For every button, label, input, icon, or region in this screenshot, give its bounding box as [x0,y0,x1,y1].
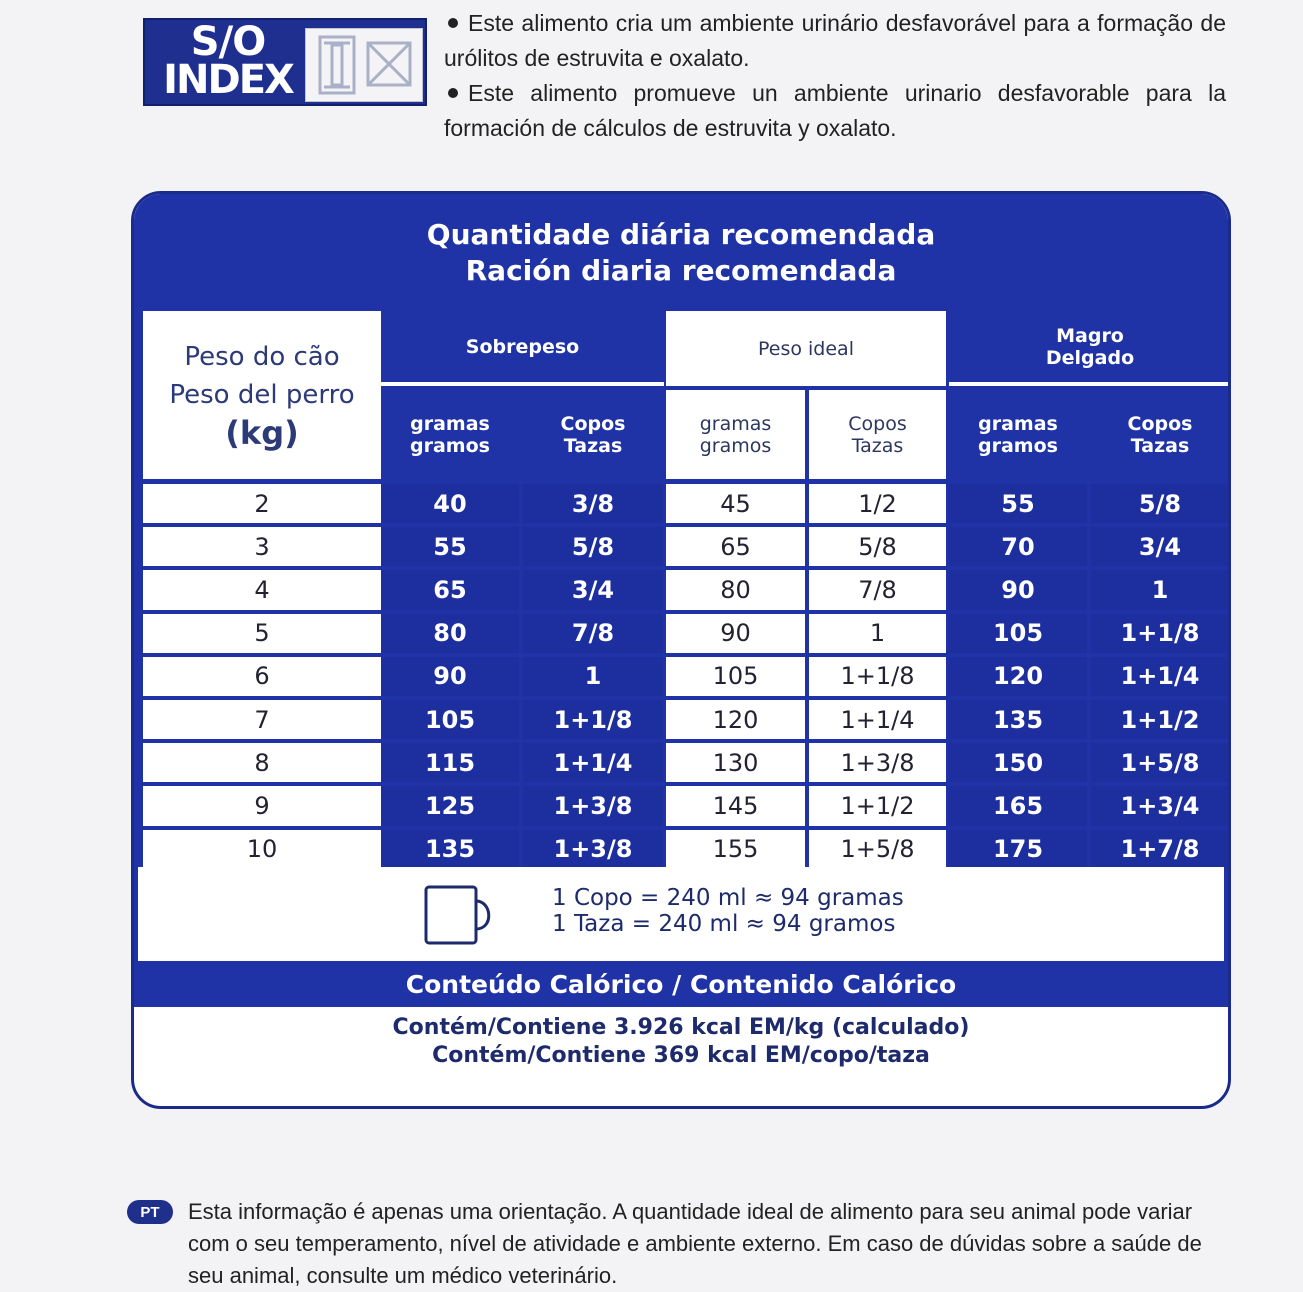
sub-text: Tazas [563,434,623,457]
crystal-icon [305,28,423,102]
cell-magro-grams: 135 [949,700,1087,739]
cell-ideal-grams: 130 [666,743,805,782]
cell-sobrepeso-cups: 5/8 [523,527,663,566]
intro-es: Este alimento promueve un ambiente urinario desfavorable para la formación de cálculos de estruvita y oxalato. [444,80,1226,141]
cell-ideal-cups: 1+1/4 [809,700,946,739]
cell-sobrepeso-grams: 105 [381,700,519,739]
bullet-icon [448,18,458,28]
cell-magro-grams: 90 [949,570,1087,609]
group-peso-ideal [666,311,946,386]
cup-line-es: 1 Taza = 240 ml ≈ 94 gramos [552,911,896,937]
sub-text: gramas [978,412,1058,435]
cell-magro-cups: 1+3/4 [1091,786,1229,825]
group-magro [949,311,1231,386]
cell-ideal-cups: 1+3/8 [809,743,946,782]
cell-weight: 8 [143,743,381,782]
cell-ideal-grams: 90 [666,614,805,653]
cell-magro-grams: 55 [949,484,1087,523]
cell-sobrepeso-cups: 1+1/4 [523,743,663,782]
mug-icon [422,883,498,947]
cell-magro-cups: 1+1/2 [1091,700,1229,739]
cell-magro-cups: 1+1/4 [1091,657,1229,696]
cell-magro-grams: 120 [949,657,1087,696]
cell-sobrepeso-grams: 65 [381,570,519,609]
cell-magro-cups: 1 [1091,570,1229,609]
cell-ideal-cups: 7/8 [809,570,946,609]
cell-sobrepeso-cups: 1+3/8 [523,830,663,869]
cell-sobrepeso-cups: 1+3/8 [523,786,663,825]
cell-magro-cups: 3/4 [1091,527,1229,566]
bullet-icon [448,88,458,98]
cell-magro-cups: 1+1/8 [1091,614,1229,653]
sub-text: Tazas [851,434,904,457]
intro-pt: Este alimento cria um ambiente urinário desfavorável para a formação de urólitos de estruvita e oxalato. [444,10,1226,71]
cell-magro-cups: 5/8 [1091,484,1229,523]
group-peso-ideal-label: Peso ideal [758,337,854,360]
weight-header [143,311,381,479]
cell-ideal-cups: 1 [809,614,946,653]
cell-ideal-grams: 45 [666,484,805,523]
cell-sobrepeso-grams: 40 [381,484,519,523]
cell-weight: 10 [143,830,381,869]
sub-text: gramos [410,434,490,457]
sub-text: gramas [410,412,490,435]
cell-weight: 3 [143,527,381,566]
pt-badge: PT [127,1200,173,1224]
weight-header-unit: (kg) [225,414,299,452]
cell-ideal-cups: 1/2 [809,484,946,523]
so-index-logo [143,18,427,106]
cell-sobrepeso-grams: 115 [381,743,519,782]
cell-sobrepeso-cups: 1+1/8 [523,700,663,739]
caloric-title: Conteúdo Calórico / Contenido Calórico [405,969,957,999]
table-title-es: Ración diaria recomendada [465,254,897,287]
so-text-line1: S/O [190,19,266,65]
group-magro-label: Magro [1056,324,1124,347]
cell-sobrepeso-grams: 135 [381,830,519,869]
feeding-panel [131,191,1231,1109]
table-title-pt: Quantidade diária recomendada [426,218,936,251]
cell-magro-grams: 165 [949,786,1087,825]
sub-text: Copos [848,412,907,435]
caloric-line-kg: Contém/Contiene 3.926 kcal EM/kg (calculado) [392,1015,970,1040]
cell-sobrepeso-cups: 7/8 [523,614,663,653]
sub-text: Copos [1127,412,1193,435]
subheader-magro-grams [949,390,1087,479]
cell-sobrepeso-grams: 80 [381,614,519,653]
cell-ideal-grams: 65 [666,527,805,566]
subheader-sobrepeso-grams [381,390,519,479]
caloric-line-cup: Contém/Contiene 369 kcal EM/copo/taza [432,1043,930,1068]
subheader-sobrepeso-cups [523,390,663,479]
cup-text [552,885,904,937]
cell-magro-cups: 1+5/8 [1091,743,1229,782]
cell-ideal-cups: 1+1/2 [809,786,946,825]
cell-ideal-grams: 155 [666,830,805,869]
cell-ideal-grams: 105 [666,657,805,696]
intro-text [444,6,1226,146]
sub-text: gramos [699,434,772,457]
group-sobrepeso-label: Sobrepeso [465,335,580,358]
subheader-magro-cups [1091,390,1229,479]
cell-weight: 6 [143,657,381,696]
cell-magro-cups: 1+7/8 [1091,830,1229,869]
subheader-ideal-cups [809,390,946,479]
so-text-line2: INDEX [163,57,293,103]
cup-line-pt: 1 Copo = 240 ml ≈ 94 gramas [552,885,904,911]
footer-note: Esta informação é apenas uma orientação. A quantidade ideal de alimento para seu animal pode variar com o seu temperamento, nível de atividade e ambiente externo. Em caso de dúvidas sobre a saúde de seu animal, consulte um médico veterinário. [188,1199,1202,1288]
cell-ideal-cups: 5/8 [809,527,946,566]
cell-weight: 9 [143,786,381,825]
cell-sobrepeso-grams: 55 [381,527,519,566]
cell-weight: 7 [143,700,381,739]
cell-sobrepeso-cups: 3/4 [523,570,663,609]
cell-weight: 5 [143,614,381,653]
cell-weight: 4 [143,570,381,609]
cell-ideal-grams: 80 [666,570,805,609]
group-sobrepeso [381,311,664,386]
cell-ideal-cups: 1+1/8 [809,657,946,696]
cell-magro-grams: 150 [949,743,1087,782]
sub-text: Copos [560,412,626,435]
subheader-ideal-grams [666,390,805,479]
weight-header-pt: Peso do cão [184,342,340,372]
sub-text: Tazas [1130,434,1190,457]
cell-sobrepeso-cups: 3/8 [523,484,663,523]
cell-ideal-cups: 1+5/8 [809,830,946,869]
sub-text: gramas [699,412,772,435]
cell-sobrepeso-grams: 90 [381,657,519,696]
caloric-content [134,1014,1228,1070]
cell-ideal-grams: 120 [666,700,805,739]
so-index-text [153,19,303,103]
sub-text: gramos [978,434,1058,457]
weight-header-es: Peso del perro [169,380,355,410]
cell-sobrepeso-grams: 125 [381,786,519,825]
cell-magro-grams: 105 [949,614,1087,653]
group-delgado-label: Delgado [1045,346,1135,369]
cell-magro-grams: 70 [949,527,1087,566]
cell-magro-grams: 175 [949,830,1087,869]
cell-weight: 2 [143,484,381,523]
cup-info [138,867,1224,961]
cell-sobrepeso-cups: 1 [523,657,663,696]
cell-ideal-grams: 145 [666,786,805,825]
